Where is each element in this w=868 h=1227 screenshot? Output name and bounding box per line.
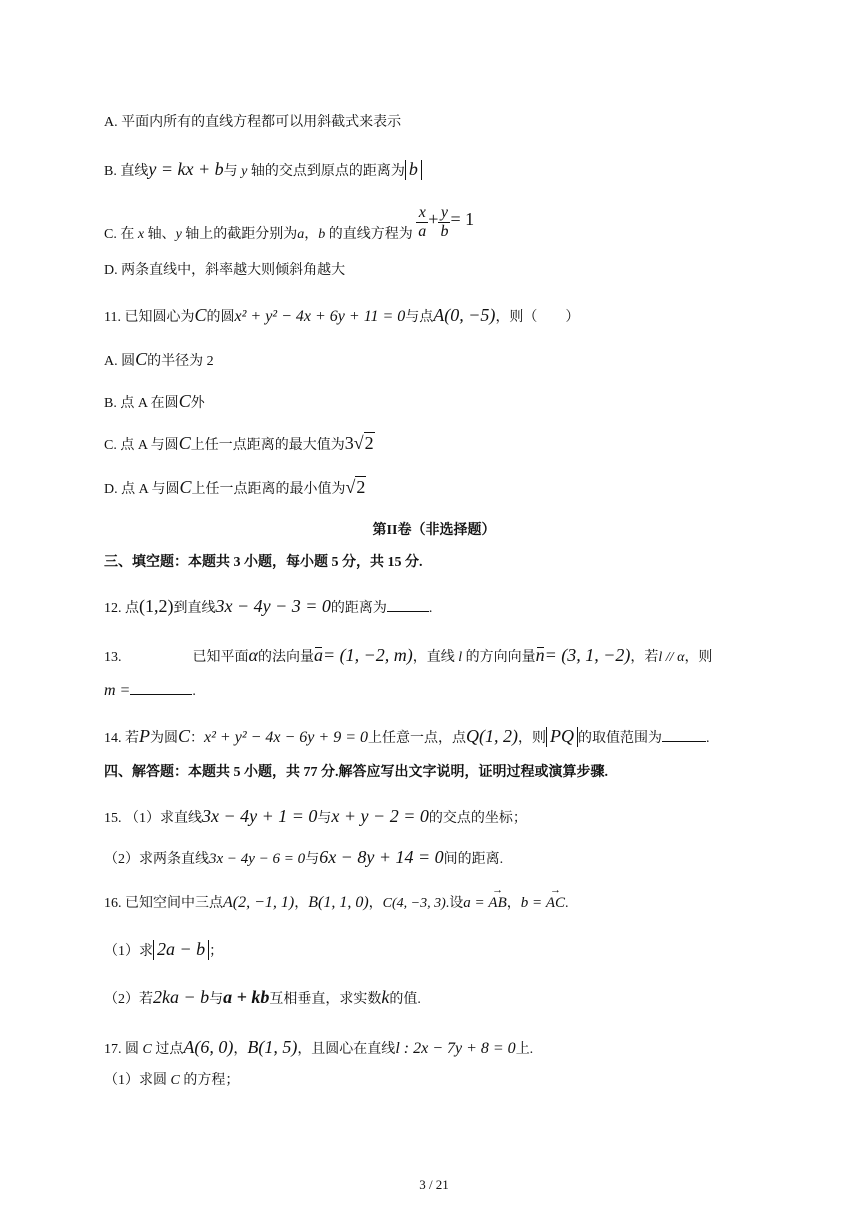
q16-sep1: ，: [294, 896, 309, 911]
q10-option-c-b: b: [318, 227, 326, 242]
q15-part1-line2: x + y − 2 = 0: [331, 806, 429, 826]
q13-vector-n: n: [535, 645, 545, 665]
q13-text2: 的法向量: [257, 650, 314, 665]
q15-part1-text2: 与: [317, 811, 332, 826]
q11-option-a-label: A. 圆: [104, 354, 136, 369]
q13-vector-a: a: [313, 645, 323, 665]
q16-a-def: a =: [463, 895, 489, 911]
q11-option-d-text: 上任一点距离的最小值为: [191, 482, 346, 497]
q14-end: .: [706, 731, 710, 746]
q15-part2-text2: 与: [305, 852, 320, 867]
q11-option-b-c: C: [178, 391, 191, 411]
q14: [104, 727, 710, 747]
q13-text6: ，则: [684, 650, 713, 665]
q13-number: 13.: [104, 650, 122, 665]
q16-vector-ab: → AB: [488, 896, 506, 911]
q17-line-l: l : 2x − 7y + 8 = 0: [395, 1040, 516, 1057]
q10-option-c-label: C. 在: [104, 227, 135, 242]
q16-stem: [104, 895, 569, 911]
q15-part1-text1: 15. （1）求直线: [104, 811, 202, 826]
q17-part1-text2: 的方程；: [183, 1073, 240, 1088]
q13-vector-n-value: = (3, 1, −2): [544, 645, 631, 665]
q10-option-c-frac-x: $\frac{x}{a}$: [418, 203, 427, 240]
q11-option-c-coef: 3: [344, 433, 354, 453]
q13-condition: l // α: [658, 650, 685, 665]
q11-stem-equation: x² + y² − 4x + 6y + 11 = 0: [234, 308, 406, 325]
q17-text2: 过点: [155, 1042, 184, 1057]
q13-text4: 的方向向量: [465, 650, 536, 665]
q11-stem-point: A(0, −5): [433, 305, 496, 325]
q11-option-a-text: 的半径为 2: [147, 354, 214, 369]
q16-b-def: b =: [520, 895, 546, 911]
q11-option-c-text: 上任一点距离的最大值为: [190, 438, 345, 453]
q17-point-a: A(6, 0): [183, 1037, 234, 1057]
q17-text3: ，且圆心在直线: [297, 1042, 396, 1057]
q13-line1: [104, 646, 712, 665]
q16-part1-text2: ；: [209, 944, 224, 959]
q10-option-c: [104, 202, 474, 242]
q14-text1: 14. 若: [104, 731, 139, 746]
q13-line2: [104, 682, 196, 699]
q10-option-b-label: B. 直线: [104, 164, 149, 179]
q10-option-c-text3: 的直线方程为: [328, 227, 413, 242]
q12: [104, 597, 432, 616]
q11-option-b: [104, 392, 205, 411]
q11-stem-text1: 11. 已知圆心为: [104, 310, 195, 325]
q17-part1-c: C: [170, 1073, 180, 1088]
q16-part2-text4: 的值.: [389, 992, 421, 1007]
q13-l: l: [458, 650, 463, 665]
q12-text3: 的距离为: [330, 601, 387, 616]
q11-option-c: [104, 434, 375, 453]
q10-option-b-text: 与: [223, 164, 238, 179]
q11-option-d-sqrt: √2: [345, 477, 366, 497]
q15-part2-text3: 间的距离.: [443, 852, 504, 867]
q14-text4: ，则: [518, 731, 546, 746]
q14-answer-blank[interactable]: [662, 729, 706, 742]
q12-answer-blank[interactable]: [387, 599, 429, 612]
q12-text2: 到直线: [173, 601, 216, 616]
q16-sep3: ，: [506, 896, 521, 911]
q16-part1-abs: 2a − b: [153, 940, 209, 960]
q11-option-a: [104, 350, 214, 369]
section3-title: 三、填空题：本题共 3 小题，每小题 5 分，共 15 分.: [104, 555, 423, 570]
q15-part2-line2: 6x − 8y + 14 = 0: [319, 847, 444, 867]
q11-option-d-label: D. 点 A 与圆: [104, 482, 180, 497]
q17-text4: 上.: [515, 1042, 534, 1057]
q10-option-c-plus: +: [428, 209, 439, 230]
q16-end: .: [565, 896, 569, 911]
q16-point-b: B(1, 1, 0): [308, 894, 369, 911]
q10-option-c-text1: 轴、: [147, 227, 176, 242]
q13-m-equals: m =: [104, 682, 131, 699]
page-number: 3 / 21: [419, 1177, 449, 1192]
q15-part1: [104, 807, 527, 826]
q14-p: P: [139, 726, 150, 746]
q11-option-d: [104, 478, 366, 497]
q16-part2-text3: 互相垂直，求实数: [269, 992, 382, 1007]
q11-option-c-sqrt: √2: [353, 433, 374, 453]
q12-line: 3x − 4y − 3 = 0: [215, 596, 331, 616]
q16-vector-ac: → AC: [546, 896, 565, 911]
q11-option-c-c: C: [178, 433, 191, 453]
q15-part2: [104, 848, 503, 867]
q16-sep2: ，: [368, 896, 383, 911]
q10-option-b-y: y: [241, 164, 248, 179]
q14-text3: 上任意一点，点: [368, 731, 466, 746]
q11-stem-text2: 的圆: [206, 310, 235, 325]
q17-part1: [104, 1074, 239, 1088]
q17-c: C: [142, 1042, 152, 1057]
q16-part1: [104, 940, 223, 960]
q13-answer-blank[interactable]: [130, 682, 192, 695]
q13-vector-a-value: = (1, −2, m): [322, 645, 413, 665]
part2-title: 第II卷（非选择题）: [372, 523, 496, 538]
q10-option-c-y: y: [175, 227, 182, 242]
q16-part2: [104, 988, 421, 1007]
q17-sep: ，: [233, 1042, 248, 1057]
q16-part2-text1: （2）若: [104, 992, 153, 1007]
q15-part1-line1: 3x − 4y + 1 = 0: [202, 806, 318, 826]
q12-point: (1,2): [139, 596, 174, 616]
q14-text2: 为圆: [150, 731, 178, 746]
q13-alpha: α: [248, 645, 258, 665]
q16-text1: 16. 已知空间中三点: [104, 896, 223, 911]
q14-colon: ：: [190, 731, 205, 746]
q11-option-b-label: B. 点 A 在圆: [104, 396, 179, 411]
q13-text5: ，若: [630, 650, 659, 665]
q10-option-d-text: D. 两条直线中，斜率越大则倾斜角越大: [104, 263, 346, 278]
q12-end: .: [428, 601, 433, 616]
q10-option-b-text2: 轴的交点到原点的距离为: [250, 164, 405, 179]
q10-option-a: [104, 116, 401, 130]
q10-option-c-a: a: [297, 227, 305, 242]
q10-option-b-equation: y = kx + b: [148, 159, 224, 179]
q14-c: C: [178, 726, 191, 746]
q10-option-b: [104, 160, 422, 180]
q10-option-b-abs: b: [405, 160, 422, 180]
q10-option-a-text: A. 平面内所有的直线方程都可以用斜截式来表示: [104, 115, 402, 130]
q10-option-c-frac-y: $\frac{y}{b}$: [440, 203, 449, 240]
q16-part2-expr1: 2ka − b: [153, 987, 210, 1007]
q16-text2: .设: [445, 896, 464, 911]
q10-option-c-text2: 轴上的截距分别为: [185, 227, 298, 242]
q17-part1-text1: （1）求圆: [104, 1073, 167, 1088]
q17-point-b: B(1, 5): [247, 1037, 298, 1057]
q11-option-a-c: C: [135, 349, 148, 369]
q13-text3: ，直线: [412, 650, 455, 665]
q15-part1-text3: 的交点的坐标；: [428, 811, 527, 826]
q10-option-c-x: x: [137, 227, 145, 242]
q11-option-d-c: C: [179, 477, 192, 497]
q10-option-d: [104, 264, 345, 278]
q16-part2-k: k: [381, 987, 390, 1007]
q12-text1: 12. 点: [104, 601, 139, 616]
q10-option-c-sep: ，: [304, 227, 319, 242]
q13-text1: 已知平面: [192, 650, 249, 665]
q11-stem-c: C: [194, 305, 207, 325]
q14-equation: x² + y² − 4x − 6y + 9 = 0: [204, 729, 368, 746]
q11-stem-text3: 与点: [405, 310, 434, 325]
q16-point-c: C(4, −3, 3): [382, 896, 446, 911]
q16-part2-expr2: a + kb: [223, 987, 270, 1007]
q16-part1-text1: （1）求: [104, 944, 153, 959]
q16-point-a: A(2, −1, 1): [223, 894, 295, 911]
q17-stem: [104, 1038, 533, 1057]
q16-part2-text2: 与: [209, 992, 224, 1007]
q14-text5: 的取值范围为: [578, 731, 662, 746]
q11-option-c-label: C. 点 A 与圆: [104, 438, 179, 453]
q11-stem: [104, 306, 579, 325]
q15-part2-line1: 3x − 4y − 6 = 0: [209, 851, 306, 867]
q15-part2-text1: （2）求两条直线: [104, 852, 209, 867]
q14-point-q: Q(1, 2): [466, 726, 518, 746]
section4-title: 四、解答题：本题共 5 小题，共 77 分.解答应写出文字说明，证明过程或演算步骤.: [104, 765, 608, 780]
q13-end: .: [192, 684, 196, 699]
q14-abs-pq: PQ: [546, 727, 578, 747]
q11-option-b-text: 外: [190, 396, 205, 411]
q17-text1: 17. 圆: [104, 1042, 139, 1057]
q10-option-c-equals: = 1: [450, 209, 475, 230]
q11-stem-text4: ，则（ ）: [495, 310, 580, 325]
